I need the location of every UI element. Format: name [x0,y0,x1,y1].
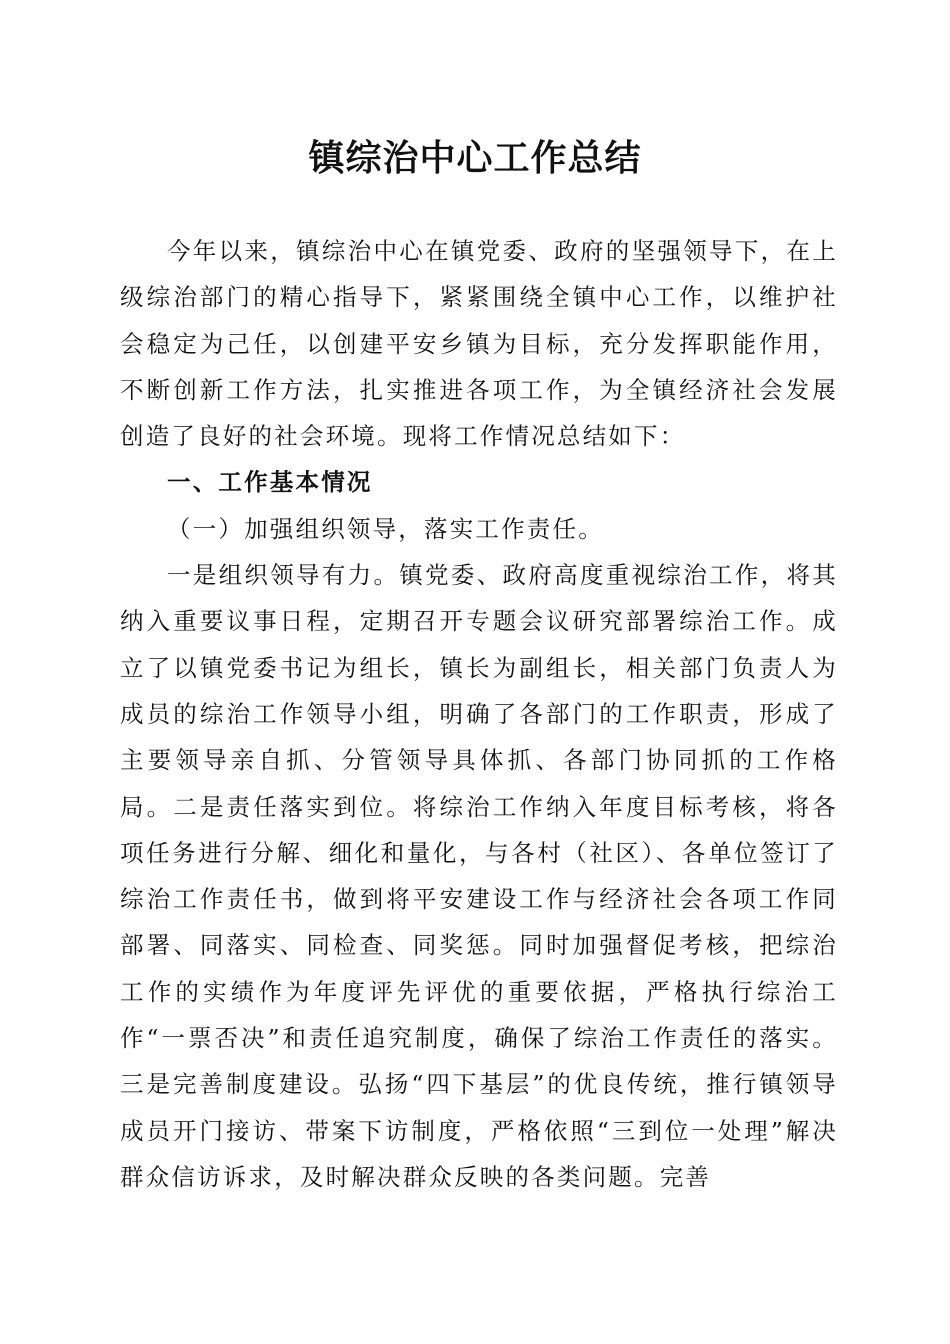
body-paragraph: 一是组织领导有力。镇党委、政府高度重视综治工作，将其纳入重要议事日程，定期召开专题会议研究部署综治工作。成立了以镇党委书记为组长，镇长为副组长，相关部门负责人为成员的综治工作领导小组，明确了各部门的工作职责，形成了主要领导亲自抓、分管领导具体抓、各部门协同抓的工作格局。二是责任落实到位。将综治工作纳入年度目标考核，将各项任务进行分解、细化和量化，与各村（社区）、各单位签订了综治工作责任书，做到将平安建设工作与经济社会各项工作同部署、同落实、同检查、同奖惩。同时加强督促考核，把综治工作的实绩作为年度评先评优的重要依据，严格执行综治工作“一票否决”和责任追究制度，确保了综治工作责任的落实。三是完善制度建设。弘扬“四下基层”的优良传统，推行镇领导成员开门接访、带案下访制度，严格依照“三到位一处理”解决群众信访诉求，及时解决群众反映的各类问题。完善 [120,561,838,1191]
document-body [120,228,838,1200]
intro-paragraph: 今年以来，镇综治中心在镇党委、政府的坚强领导下，在上级综治部门的精心指导下，紧紧围绕全镇中心工作，以维护社会稳定为己任，以创建平安乡镇为目标，充分发挥职能作用，不断创新工作方法，扎实推进各项工作，为全镇经济社会发展创造了良好的社会环境。现将工作情况总结如下： [120,237,838,451]
subsection-heading: （一）加强组织领导，落实工作责任。 [167,514,604,543]
section-heading: 一、工作基本情况 [167,468,373,497]
document-title: 镇综治中心工作总结 [308,137,642,179]
